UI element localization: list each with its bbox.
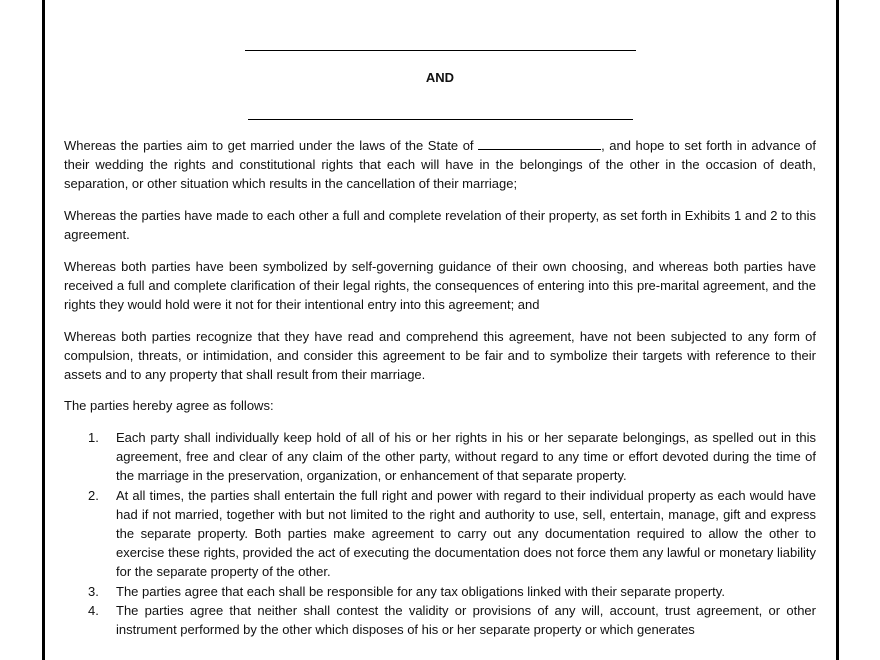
term-item bbox=[64, 601, 816, 639]
recital-4: Whereas both parties recognize that they have read and comprehend this agreement, have not been subjected to any form of compulsion, threats, or intimidation, and consider this agreement to be fair and to symbolize their targets with reference to their assets and to any property that shall result from their marriage. bbox=[64, 328, 816, 382]
term-text: At all times, the parties shall entertain the full right and power with regard to their individual property as each would have had if not married, together with but not limited to the right and authority to use, sell, entertain, manage, gift and express the separate property. Both parties make agreement to carry out any documentation required to allow the other to exercise these rights, provided the act of executing the documentation does not force them any lawful or monetary liability for the separate property of the other. bbox=[116, 487, 816, 580]
term-item bbox=[64, 486, 816, 582]
term-number: 2. bbox=[88, 487, 99, 503]
recital-3: Whereas both parties have been symbolized by self-governing guidance of their own choosing, and whereas both parties have received a full and complete clarification of their legal rights, the consequences of entering into this pre-marital agreement, and the rights they would hold were it not for their intentional entry into this agreement; and bbox=[64, 258, 816, 313]
term-text: Each party shall individually keep hold of all of his or her rights in his or her separate belongings, as spelled out in this agreement, free and clear of any claim of the other party, without regard to any time or effort devoted during the time of the marriage in the preservation, organization, or enhancement of that separate property. bbox=[116, 429, 816, 484]
term-text: The parties agree that each shall be responsible for any tax obligations linked with their separate property. bbox=[116, 583, 725, 599]
agreement-body bbox=[64, 136, 816, 639]
party-connector: AND bbox=[425, 70, 455, 85]
recital-1-start: Whereas the parties aim to get married under the laws of the State of bbox=[64, 138, 474, 153]
recital-1 bbox=[64, 136, 816, 194]
party-one-signature-line bbox=[245, 50, 636, 51]
term-item bbox=[64, 582, 816, 601]
term-number: 3. bbox=[88, 583, 99, 599]
recital-1-end: , and hope to set forth in advance of their wedding the rights and constitutional rights that each will have in the belongings of the other in the occasion of death, separation, or other situation which results in the cancellation of their marriage; bbox=[64, 138, 816, 192]
party-two-signature-line bbox=[248, 119, 633, 120]
term-number: 4. bbox=[88, 602, 99, 618]
page-border-left bbox=[42, 0, 45, 660]
recital-2: Whereas the parties have made to each other a full and complete revelation of their property, as set forth in Exhibits 1 and 2 to this agreement. bbox=[64, 207, 816, 243]
agreement-intro: The parties hereby agree as follows: bbox=[64, 398, 274, 414]
term-number: 1. bbox=[88, 429, 99, 445]
state-blank bbox=[478, 137, 601, 150]
page-border-right bbox=[836, 0, 839, 660]
term-text: The parties agree that neither shall contest the validity or provisions of any will, account, trust agreement, or other instrument performed by the other which disposes of his or her separate property or which generates bbox=[116, 602, 816, 637]
term-item bbox=[64, 428, 816, 486]
terms-list bbox=[64, 428, 816, 639]
